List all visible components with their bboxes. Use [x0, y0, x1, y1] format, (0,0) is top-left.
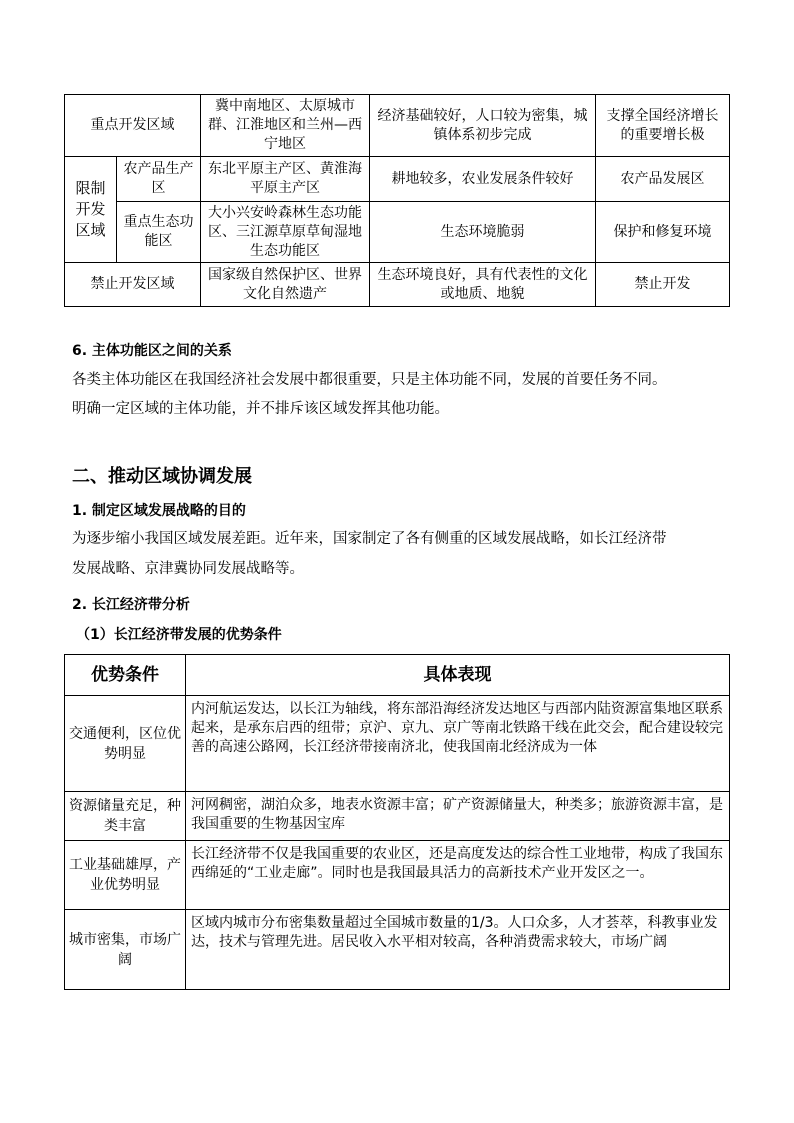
paragraph-line: 发展战略、京津冀协同发展战略等。 — [72, 561, 304, 577]
zone-category: 农产品生产区 — [117, 157, 201, 202]
yangtze-advantage-table — [64, 654, 730, 990]
advantage-condition: 城市密集，市场广阔 — [65, 910, 186, 990]
zone-condition: 耕地较多，农业发展条件较好 — [370, 157, 596, 202]
column-header: 具体表现 — [186, 655, 730, 696]
zone-category: 禁止开发区域 — [65, 263, 201, 307]
advantage-detail: 长江经济带不仅是我国重要的农业区，还是高度发达的综合性工业地带，构成了我国东西绵延的“工业走廊”。同时也是我国最具活力的高新技术产业开发区之一。 — [186, 841, 730, 910]
advantage-detail: 内河航运发达，以长江为轴线，将东部沿海经济发达地区与西部内陆资源富集地区联系起来，是承东启西的纽带；京沪、京九、京广等南北铁路干线在此交会，配合建设较完善的高速公路网，长江经济带接南济北，使我国南北经济成为一体 — [186, 696, 730, 792]
subsection-heading: （1）长江经济带发展的优势条件 — [76, 627, 282, 643]
advantage-condition: 资源储量充足，种类丰富 — [65, 792, 186, 841]
advantage-condition: 交通便利，区位优势明显 — [65, 696, 186, 792]
table-row — [65, 157, 730, 202]
table-row — [65, 202, 730, 263]
zone-region: 东北平原主产区、黄淮海平原主产区 — [201, 157, 370, 202]
paragraph-line: 各类主体功能区在我国经济社会发展中都很重要，只是主体功能不同，发展的首要任务不同。 — [72, 372, 667, 388]
table-header-row — [65, 655, 730, 696]
zone-region: 国家级自然保护区、世界文化自然遗产 — [201, 263, 370, 307]
section-heading: 1. 制定区域发展战略的目的 — [72, 503, 246, 519]
advantage-condition: 工业基础雄厚，产业优势明显 — [65, 841, 186, 910]
table-row — [65, 792, 730, 841]
zone-group: 限制开发区域 — [65, 157, 117, 263]
advantage-detail: 区域内城市分布密集数量超过全国城市数量的1/3。人口众多，人才荟萃，科教事业发达，技术与管理先进。居民收入水平相对较高，各种消费需求较大，市场广阔 — [186, 910, 730, 990]
zone-function: 禁止开发 — [596, 263, 730, 307]
zone-category: 重点开发区域 — [65, 95, 201, 157]
zone-region: 大小兴安岭森林生态功能区、三江源草原草甸湿地生态功能区 — [201, 202, 370, 263]
zone-function: 农产品发展区 — [596, 157, 730, 202]
table-row — [65, 95, 730, 157]
zone-condition: 生态环境脆弱 — [370, 202, 596, 263]
column-header: 优势条件 — [65, 655, 186, 696]
zone-function: 支撑全国经济增长的重要增长极 — [596, 95, 730, 157]
table-row — [65, 910, 730, 990]
zone-condition: 经济基础较好，人口较为密集，城镇体系初步完成 — [370, 95, 596, 157]
zone-condition: 生态环境良好，具有代表性的文化或地质、地貌 — [370, 263, 596, 307]
advantage-detail: 河网稠密，湖泊众多，地表水资源丰富；矿产资源储量大，种类多；旅游资源丰富，是我国重要的生物基因宝库 — [186, 792, 730, 841]
section-heading: 2. 长江经济带分析 — [72, 597, 190, 613]
paragraph-line: 明确一定区域的主体功能，并不排斥该区域发挥其他功能。 — [72, 401, 449, 417]
zone-function: 保护和修复环境 — [596, 202, 730, 263]
zone-category: 重点生态功能区 — [117, 202, 201, 263]
paragraph-line: 为逐步缩小我国区域发展差距。近年来，国家制定了各有侧重的区域发展战略，如长江经济带 — [72, 531, 667, 547]
table-row — [65, 841, 730, 910]
main-function-zone-table — [64, 94, 730, 307]
table-row — [65, 696, 730, 792]
chapter-title: 二、推动区域协调发展 — [72, 466, 252, 487]
table-row — [65, 263, 730, 307]
zone-region: 冀中南地区、太原城市群、江淮地区和兰州—西宁地区 — [201, 95, 370, 157]
section-heading: 6. 主体功能区之间的关系 — [72, 343, 232, 359]
